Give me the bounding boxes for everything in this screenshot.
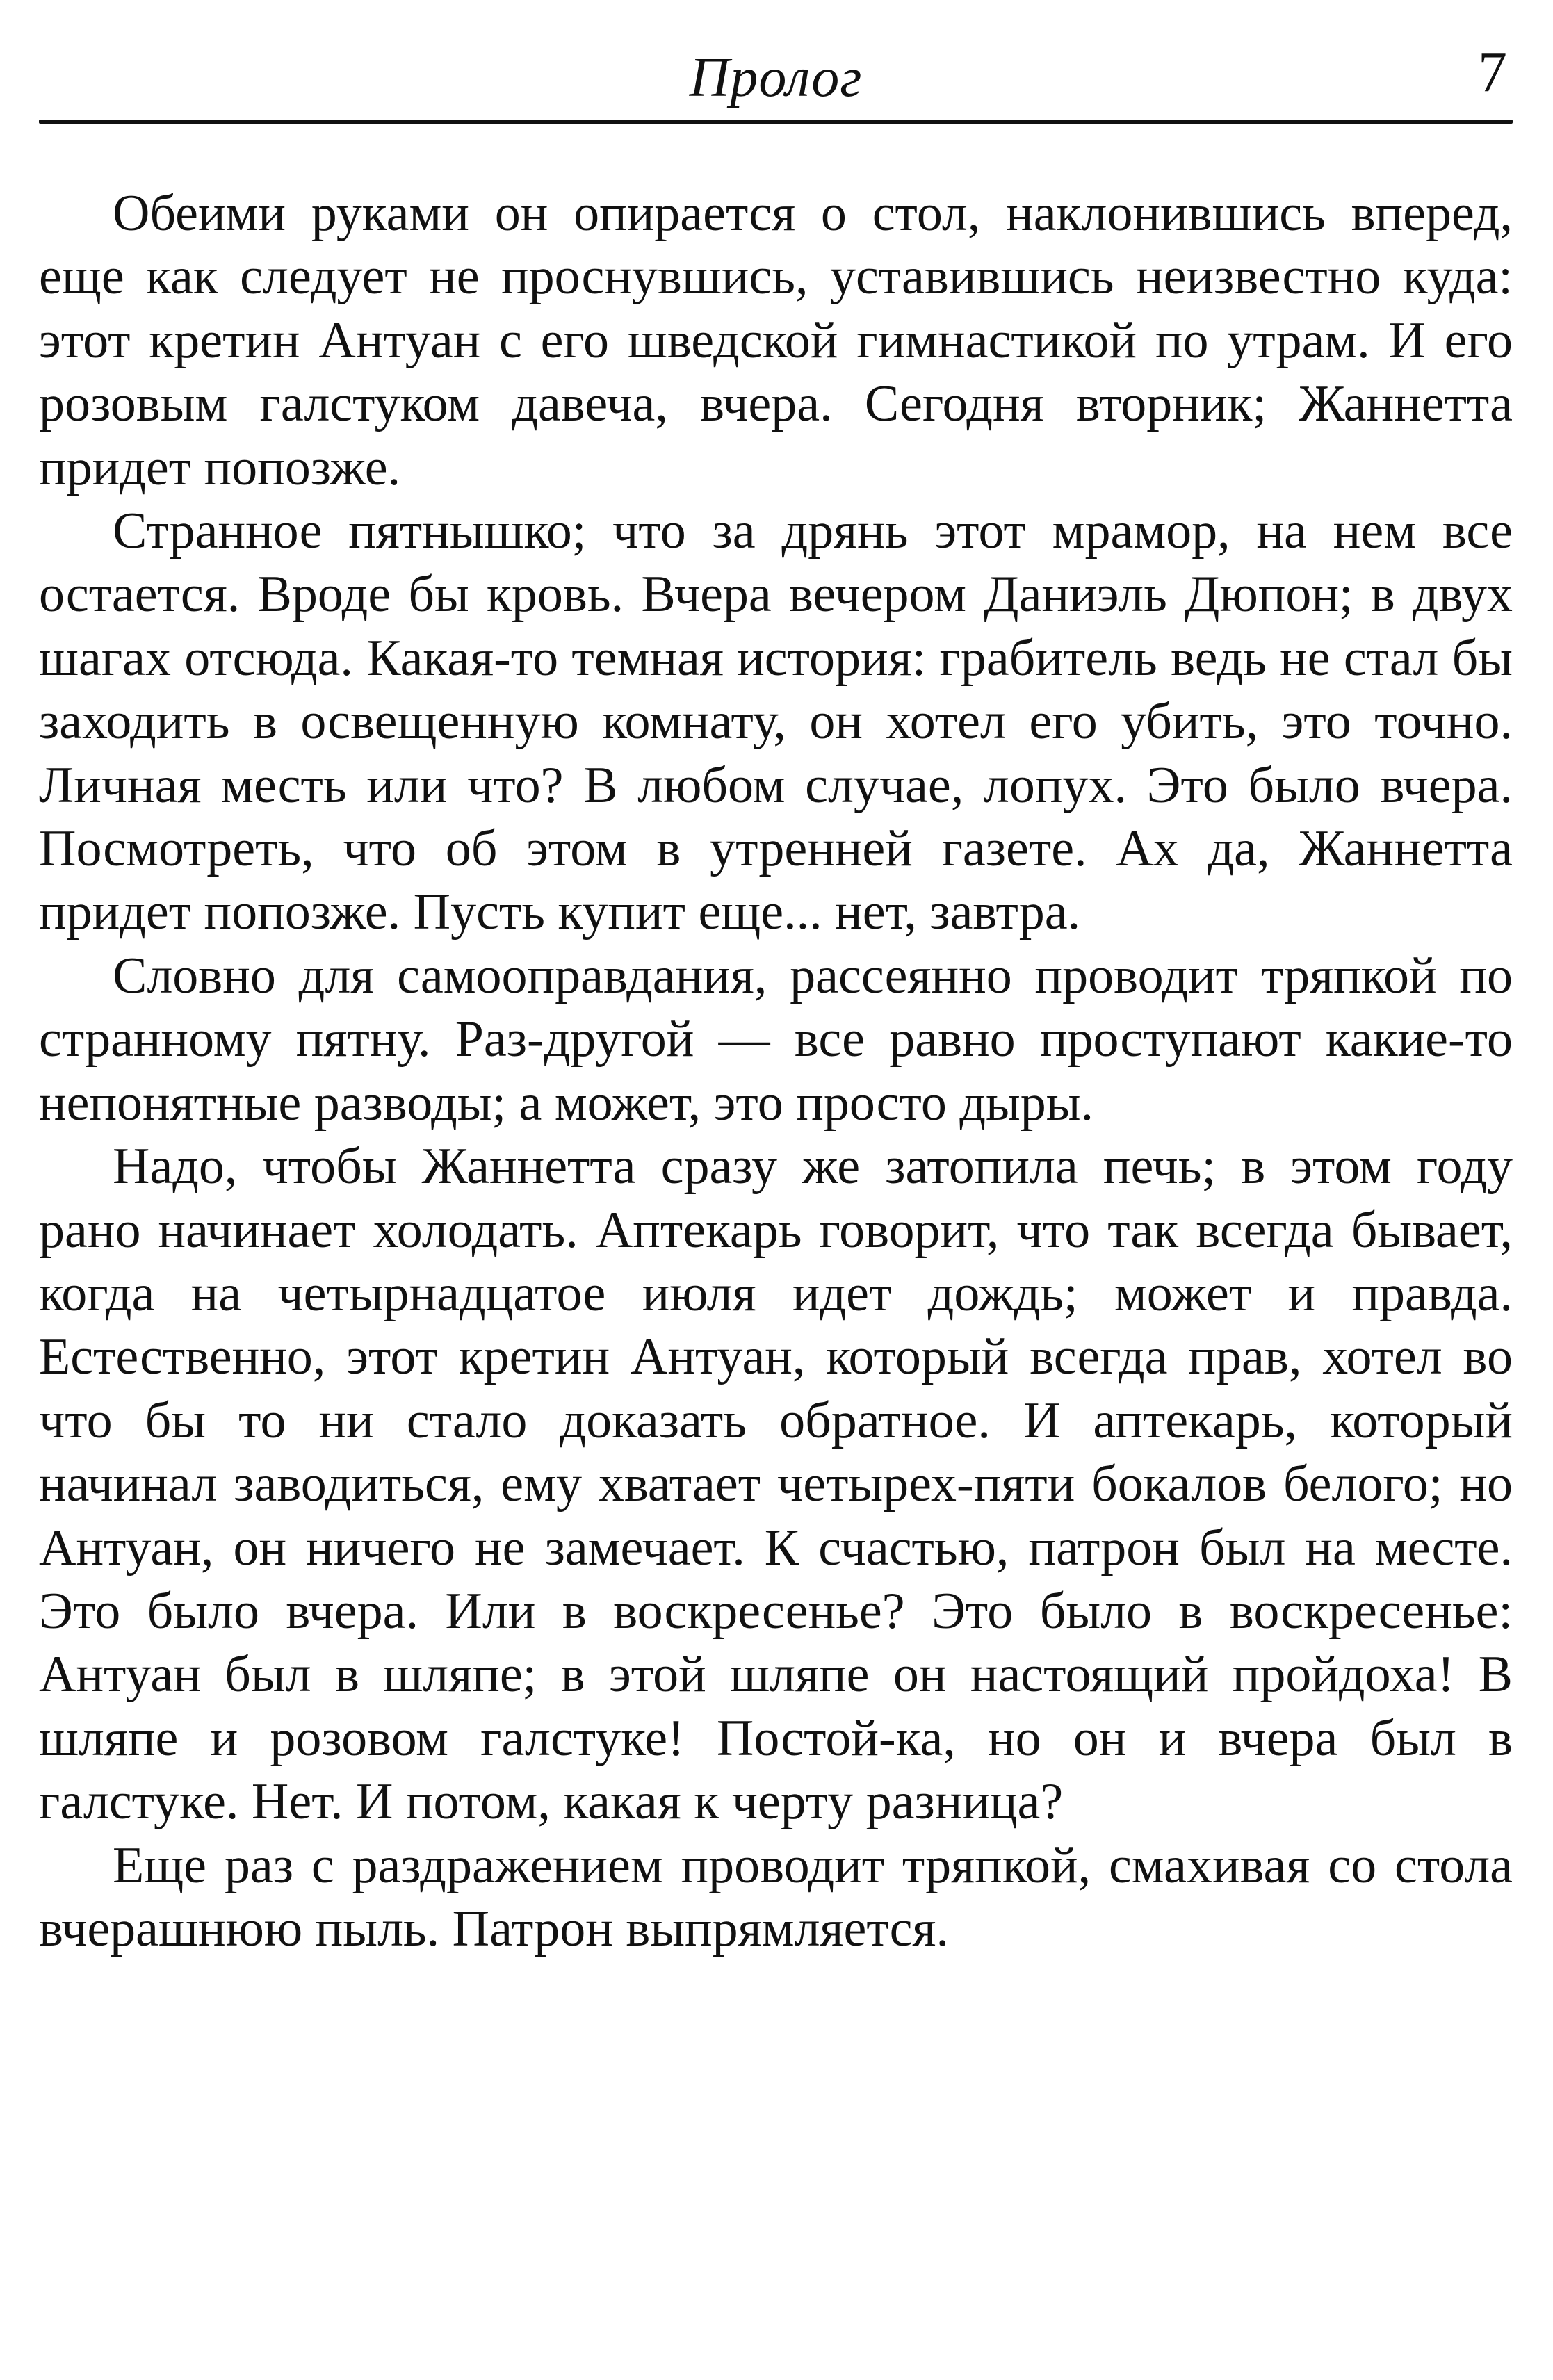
paragraph-4: Надо, чтобы Жаннетта сразу же затопила печь; в этом году рано начинает холодать. Аптекарь говорит, что так всегда бывает, когда на четырнадцатое июля идет дождь; может и правда. Естественно, этот кретин Антуан, который всегда прав, хотел во что бы то ни стало доказать обратное. И аптекарь, который начинал заводиться, ему хватает четырех-пяти бокалов белого; но Антуан, он ничего не замечает. К счастью, патрон был на месте. Это было вчера. Или в воскресенье? Это было в воскресенье: Антуан был в шляпе; в этой шляпе он настоящий пройдоха! В шляпе и розовом галстуке! Постой-ка, но он и вчера был в галстуке. Нет. И потом, какая к черту разница? (39, 1138, 1513, 1831)
paragraph-2: Странное пятнышко; что за дрянь этот мрамор, на нем все остается. Вроде бы кровь. Вчера вечером Даниэль Дюпон; в двух шагах отсюда. Какая-то темная история: грабитель ведь не стал бы заходить в освещенную комнату, он хотел его убить, это точно. Личная месть или что? В любом случае, лопух. Это было вчера. Посмотреть, что об этом в утренней газете. Ах да, Жаннетта придет попозже. Пусть купит еще... нет, завтра. (39, 503, 1513, 941)
running-head (39, 28, 1513, 132)
header-rule (39, 120, 1513, 124)
paragraph-5: Еще раз с раздражением проводит тряпкой, смахивая со стола вчерашнюю пыль. Патрон выпрямляется. (39, 1836, 1513, 1957)
paragraph-3: Словно для самооправдания, рассеянно проводит тряпкой по странному пятну. Раз-другой — все равно проступают какие-то непонятные разводы; а может, это просто дыры. (39, 947, 1513, 1132)
paragraph-1: Обеими руками он опирается о стол, наклонившись вперед, еще как следует не проснувшись, уставившись неизвестно куда: этот кретин Антуан с его шведской гимнастикой по утрам. И его розовым галстуком давеча, вчера. Сегодня вторник; Жаннетта придет попозже. (39, 185, 1513, 496)
page-number: 7 (1478, 40, 1507, 104)
body-text (39, 182, 1513, 1961)
chapter-title-text: Пролог (689, 47, 863, 108)
chapter-title (39, 43, 1513, 113)
